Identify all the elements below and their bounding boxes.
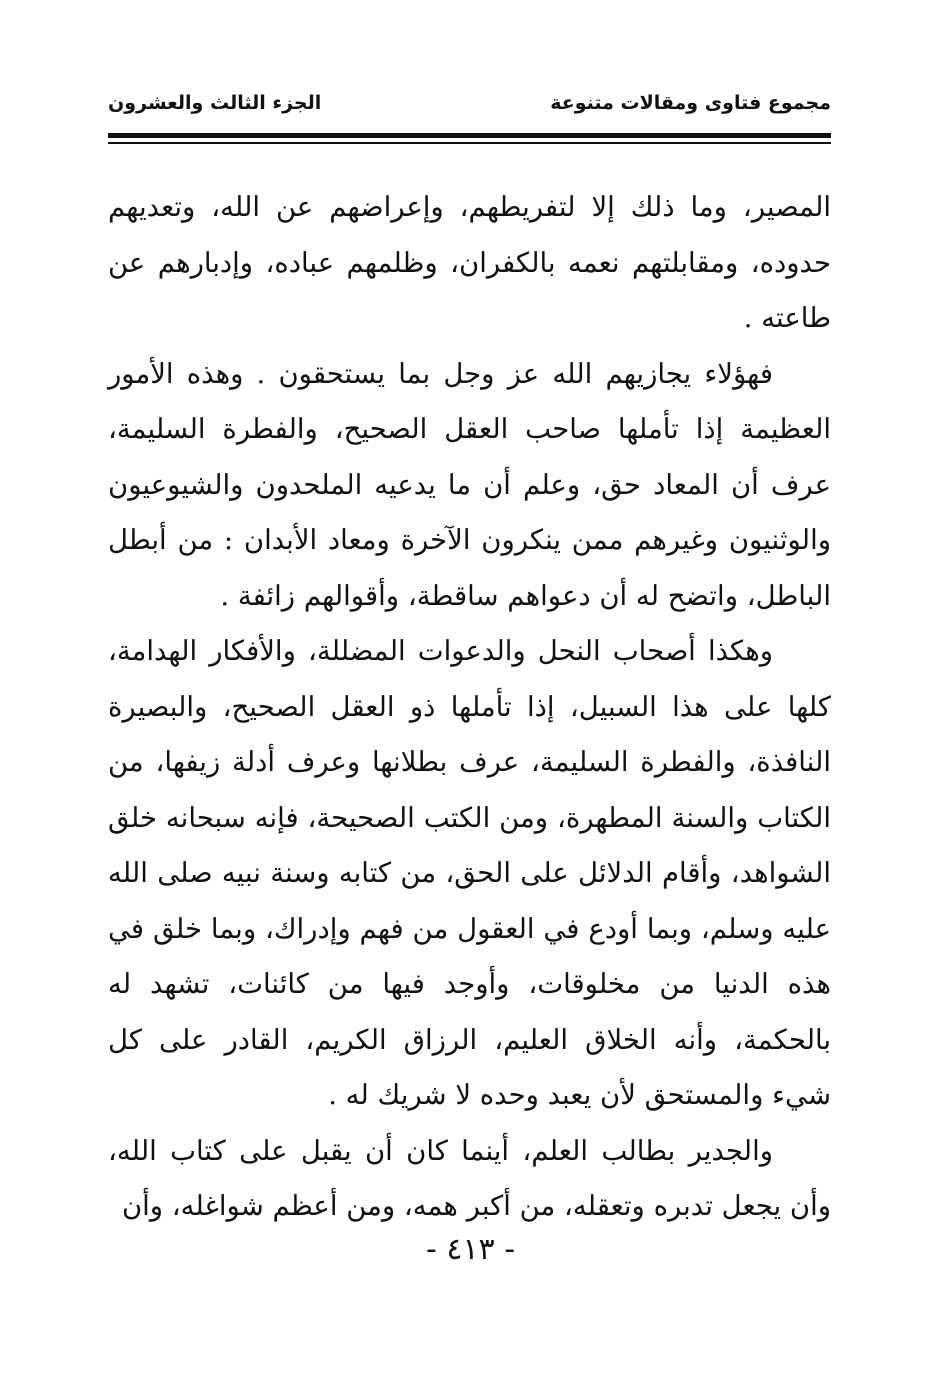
- running-header: [108, 92, 831, 128]
- paragraph-2: فهؤلاء يجازيهم الله عز وجل بما يستحقون . وهذه الأمور العظيمة إذا تأملها صاحب العقل الصحيح، والفطرة السليمة، عرف أن المعاد حق، وعلم أن ما يدعيه الملحدون والشيوعيون والوثنيون وغيرهم ممن ينكرون الآخرة ومعاد الأبدان : من أبطل الباطل، واتضح له أن دعواهم ساقطة، وأقوالهم زائفة .: [108, 357, 831, 612]
- paragraph-4: والجدير بطالب العلم، أينما كان أن يقبل على كتاب الله، وأن يجعل تدبره وتعقله، من أكبر همه، ومن أعظم شواغله، وأن: [108, 1134, 831, 1222]
- volume-label: الجزء الثالث والعشرون: [108, 92, 322, 114]
- paragraph-1: المصير، وما ذلك إلا لتفريطهم، وإعراضهم عن الله، وتعديهم حدوده، ومقابلتهم نعمه بالكفران، وظلمهم عباده، وإدبارهم عن طاعته .: [108, 191, 831, 334]
- page-body: [108, 180, 831, 1235]
- page-number: - ٤١٣ -: [425, 1232, 516, 1267]
- book-title: مجموع فتاوى ومقالات متنوعة: [550, 92, 831, 114]
- paragraph-3: وهكذا أصحاب النحل والدعوات المضللة، والأفكار الهدامة، كلها على هذا السبيل، إذا تأملها ذو العقل الصحيح، والبصيرة النافذة، والفطرة السليمة، عرف بطلانها وعرف أدلة زيفها، من الكتاب والسنة المطهرة، ومن الكتب الصحيحة، فإنه سبحانه خلق الشواهد، وأقام الدلائل على الحق، من كتابه وسنة نبيه صلى الله عليه وسلم، وبما أودع في العقول من فهم وإدراك، وبما خلق في هذه الدنيا من مخلوقات، وأوجد فيها من كائنات، تشهد له بالحكمة، وأنه الخلاق العليم، الرزاق الكريم، القادر على كل شيء والمستحق لأن يعبد وحده لا شريك له .: [108, 635, 831, 1111]
- header-rule-thin: [108, 142, 831, 144]
- header-rule-thick: [108, 133, 831, 138]
